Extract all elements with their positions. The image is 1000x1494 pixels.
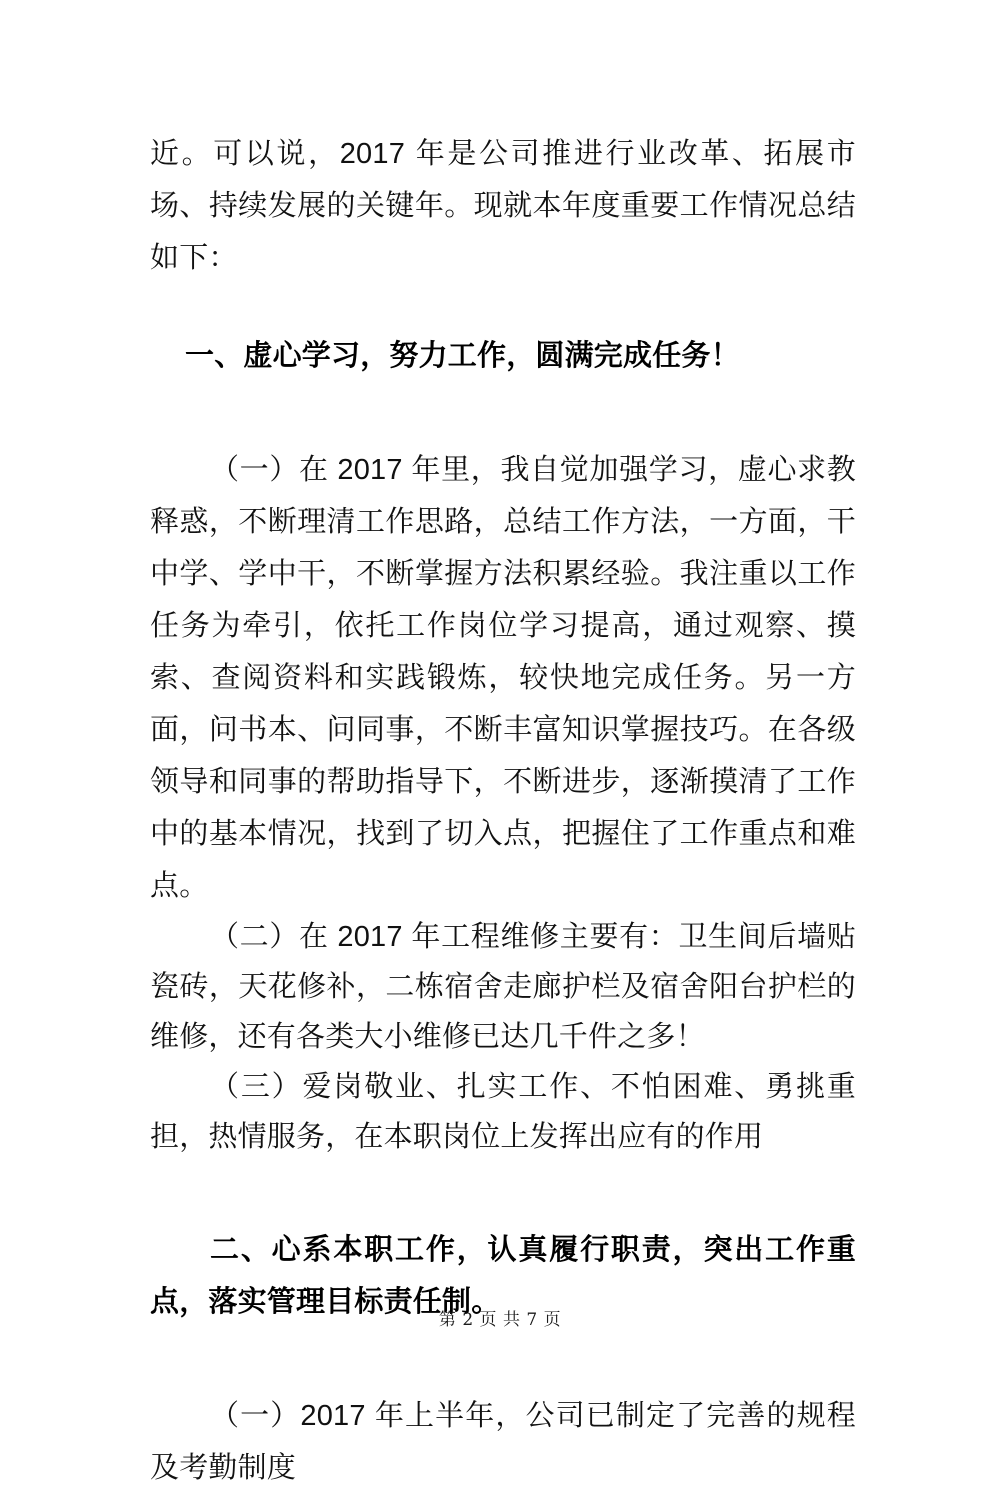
paragraph-section1-item1: （一）在 2017 年里，我自觉加强学习，虚心求教释惑，不断理清工作思路，总结工作方法，一方面，干中学、学中干，不断掌握方法积累经验。我注重以工作任务为牵引，依托工作岗位学习提高，通过观察、摸索、查阅资料和实践锻炼，较快地完成任务。另一方面，问书本、问同事，不断丰富知识掌握技巧。在各级领导和同事的帮助指导下，不断进步，逐渐摸清了工作中的基本情况，找到了切入点，把握住了工作重点和难点。 xyxy=(150,454,856,902)
paragraph-intro: 近。可以说，2017 年是公司推进行业改革、拓展市场、持续发展的关键年。现就本年度重要工作情况总结如下： xyxy=(150,138,856,274)
paragraph-section2-item1: （一）2017 年上半年，公司已制定了完善的规程及考勤制度 xyxy=(150,1400,856,1484)
document-body xyxy=(150,0,856,1494)
section-heading-one: 一、虚心学习，努力工作，圆满完成任务！ xyxy=(185,340,740,372)
spacer-before-heading-two xyxy=(150,1162,856,1224)
spacer-after-heading-two xyxy=(150,1328,856,1390)
top-spacer xyxy=(150,0,856,128)
spacer-after-heading-one xyxy=(150,382,856,444)
spacer-before-heading-one xyxy=(150,284,856,330)
page-number-footer: 第 2 页 共 7 页 xyxy=(438,1310,562,1330)
paragraph-section1-item2: （二）在 2017 年工程维修主要有：卫生间后墙贴瓷砖，天花修补，二栋宿舍走廊护栏及宿舍阳台护栏的维修，还有各类大小维修已达几千件之多！ xyxy=(150,921,856,1053)
paragraph-section1-item3: （三）爱岗敬业、扎实工作、不怕困难、勇挑重担，热情服务，在本职岗位上发挥出应有的作用 xyxy=(150,1071,856,1153)
section-heading-two: 二、心系本职工作，认真履行职责，突出工作重点，落实管理目标责任制。 xyxy=(150,1234,856,1318)
